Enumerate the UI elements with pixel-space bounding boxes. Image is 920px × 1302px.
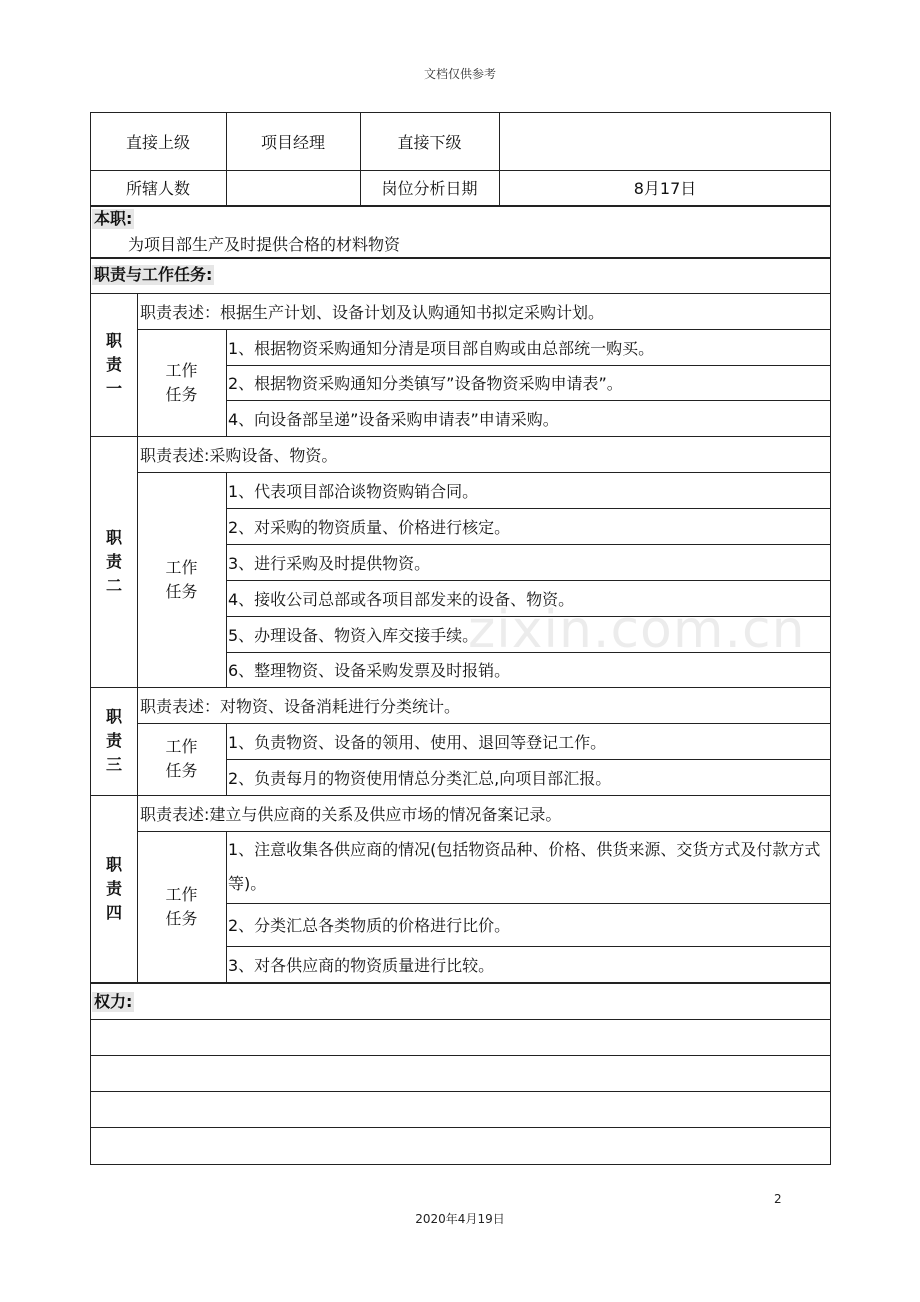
title-char: 四 — [105, 902, 122, 922]
task-item: 1、注意收集各供应商的情况(包括物资品种、价格、供货来源、交货方式及付款方式等)。 — [228, 840, 821, 893]
task-label-line: 工作 — [165, 557, 198, 577]
task-item: 4、向设备部呈递”设备采购申请表”申请采购。 — [228, 409, 559, 429]
responsibility-1-description: 职责表述：根据生产计划、设备计划及认购通知书拟定采购计划。 — [140, 302, 605, 322]
row-divider — [90, 1019, 831, 1020]
title-char: 责 — [105, 551, 122, 571]
page-number: 2 — [774, 1192, 782, 1206]
superior-label: 直接上级 — [125, 132, 190, 152]
responsibility-4-description: 职责表述:建立与供应商的关系及供应市场的情况备案记录。 — [140, 804, 562, 824]
title-char: 职 — [105, 330, 122, 350]
row-divider — [90, 205, 831, 207]
responsibility-4-title — [91, 795, 137, 982]
subordinate-label: 直接下级 — [397, 132, 462, 152]
task-item: 2、分类汇总各类物质的价格进行比价。 — [228, 916, 511, 935]
task-label — [137, 472, 226, 687]
authority-label: 权力: — [94, 992, 133, 1011]
task-item: 3、进行采购及时提供物资。 — [228, 553, 431, 573]
row-divider — [90, 1127, 831, 1128]
task-item: 2、对采购的物资质量、价格进行核定。 — [228, 517, 511, 537]
title-char: 职 — [105, 707, 122, 726]
task-item: 4、接收公司总部或各项目部发来的设备、物资。 — [228, 589, 575, 609]
analysis-date-value: 8月17日 — [633, 179, 697, 198]
responsibilities-label: 职责与工作任务: — [94, 265, 213, 284]
task-item: 5、办理设备、物资入库交接手续。 — [228, 625, 479, 645]
task-item: 1、负责物资、设备的领用、使用、退回等登记工作。 — [228, 732, 607, 752]
headcount-label: 所辖人数 — [125, 179, 190, 198]
task-label — [137, 329, 226, 436]
task-label — [137, 723, 226, 795]
responsibility-3-description: 职责表述：对物资、设备消耗进行分类统计。 — [140, 696, 461, 716]
headcount-value — [226, 170, 360, 205]
title-char: 责 — [105, 354, 122, 374]
title-char: 一 — [105, 378, 122, 398]
responsibility-2-title — [91, 436, 137, 687]
responsibility-1-title — [91, 293, 137, 436]
title-char: 职 — [105, 854, 122, 874]
task-label-line: 任务 — [165, 761, 198, 780]
row-divider — [90, 982, 831, 984]
task-label-line: 任务 — [165, 384, 198, 404]
task-label-line: 工作 — [165, 737, 198, 756]
title-char: 职 — [105, 527, 122, 547]
title-char: 责 — [105, 731, 122, 750]
task-item: 2、负责每月的物资使用情总分类汇总,向项目部汇报。 — [228, 768, 612, 788]
title-char: 责 — [105, 878, 122, 898]
task-item: 2、根据物资采购通知分类镇写”设备物资采购申请表”。 — [228, 374, 623, 393]
row-divider — [90, 1091, 831, 1092]
footer-date: 2020年4月19日 — [415, 1212, 505, 1226]
title-char: 二 — [105, 575, 122, 595]
task-item: 3、对各供应商的物资质量进行比较。 — [228, 955, 495, 975]
row-divider — [90, 1055, 831, 1056]
responsibility-2-description: 职责表述:采购设备、物资。 — [140, 445, 338, 465]
row-divider — [90, 257, 831, 259]
task-label-line: 任务 — [165, 581, 198, 601]
title-char: 三 — [105, 755, 122, 774]
header-note: 文档仅供参考 — [423, 67, 496, 81]
responsibility-3-title — [91, 687, 137, 795]
superior-value: 项目经理 — [260, 132, 325, 152]
task-item: 1、代表项目部洽谈物资购销合同。 — [228, 481, 479, 501]
task-item: 1、根据物资采购通知分清是项目部自购或由总部统一购买。 — [228, 338, 655, 358]
duty-label: 本职: — [94, 209, 133, 228]
analysis-date-label: 岗位分析日期 — [381, 179, 478, 198]
task-label-line: 工作 — [165, 884, 198, 904]
task-label-line: 工作 — [165, 360, 198, 380]
task-item: 6、整理物资、设备采购发票及时报销。 — [228, 661, 511, 680]
watermark: zixin.com.cn — [468, 600, 806, 660]
subordinate-value — [499, 112, 831, 170]
duty-text: 为项目部生产及时提供合格的材料物资 — [128, 234, 401, 254]
task-label-line: 任务 — [165, 908, 198, 928]
task-label — [137, 831, 226, 982]
